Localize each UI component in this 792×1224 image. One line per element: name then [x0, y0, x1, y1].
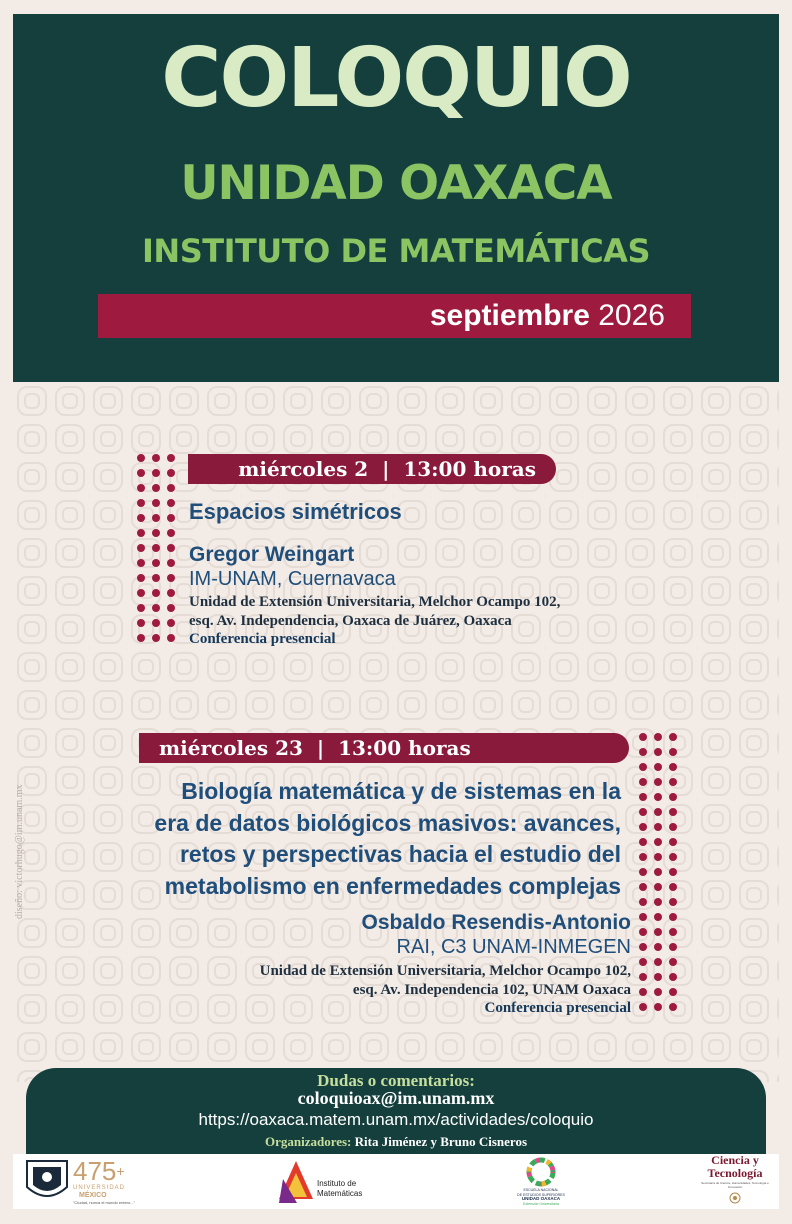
event-1-affiliation: IM-UNAM, Cuernavaca — [189, 568, 396, 590]
unam-word1: UNIVERSIDAD — [73, 1185, 126, 1191]
dot — [137, 634, 145, 642]
dot — [654, 943, 662, 951]
event-1-venue — [189, 593, 560, 631]
dot — [654, 883, 662, 891]
dot — [639, 733, 647, 741]
dot — [137, 454, 145, 462]
dot — [669, 898, 677, 906]
dot — [137, 514, 145, 522]
dot — [654, 928, 662, 936]
dot — [639, 763, 647, 771]
dot — [669, 763, 677, 771]
event-2-venue — [260, 962, 631, 1000]
dot — [167, 589, 175, 597]
dot — [639, 808, 647, 816]
dot — [152, 589, 160, 597]
month: septiembre — [429, 299, 590, 332]
im-line2: Matemáticas — [317, 1189, 363, 1198]
poster — [13, 14, 779, 1209]
header — [13, 14, 779, 382]
unam-motto: "Ciudad, nunca el mundo entero..." — [73, 1200, 135, 1205]
dot — [167, 454, 175, 462]
dot — [669, 793, 677, 801]
mexico-seal-icon — [729, 1192, 741, 1204]
dot — [137, 529, 145, 537]
dot — [152, 514, 160, 522]
poster-subtitle: UNIDAD OAXACA — [180, 156, 612, 211]
dot — [152, 499, 160, 507]
dot — [654, 748, 662, 756]
event-2-title-line: metabolismo en enfermedades complejas — [164, 872, 621, 899]
unam-shield-icon — [25, 1157, 69, 1205]
dot — [639, 853, 647, 861]
dot — [669, 823, 677, 831]
dot — [654, 898, 662, 906]
dot — [137, 559, 145, 567]
dot — [654, 838, 662, 846]
dot — [167, 484, 175, 492]
event-2-date: miércoles 23 — [159, 736, 303, 760]
im-triangle-icon — [277, 1159, 315, 1205]
dot — [669, 853, 677, 861]
event-2-mode: Conferencia presencial — [484, 1000, 631, 1016]
dot — [654, 1003, 662, 1011]
unam-anniversary: 475 — [73, 1156, 117, 1186]
ciencia-tecnologia-logo — [693, 1154, 777, 1208]
event-2-title-line: Biología matemática y de sistemas en la — [181, 778, 621, 804]
event-2-venue-line2: esq. Av. Independencia 102, UNAM Oaxaca — [352, 982, 631, 998]
dot — [639, 973, 647, 981]
dot — [167, 619, 175, 627]
dot — [152, 619, 160, 627]
event-1-speaker: Gregor Weingart — [189, 543, 355, 566]
dot — [669, 778, 677, 786]
event-1-title: Espacios simétricos — [189, 499, 402, 524]
year: 2026 — [598, 299, 665, 332]
dot — [654, 763, 662, 771]
event-2-title-line: retos y perspectivas hacia el estudio del — [179, 841, 621, 867]
dot — [639, 868, 647, 876]
dot — [137, 574, 145, 582]
date-banner — [98, 294, 691, 338]
dot — [669, 868, 677, 876]
event-1-time: 13:00 horas — [403, 457, 536, 481]
dot — [152, 544, 160, 552]
dot — [639, 748, 647, 756]
event-2-title — [113, 776, 621, 902]
logos-strip — [13, 1154, 779, 1209]
organizers-label: Organizadores: — [264, 1134, 352, 1149]
event-2-venue-line1: Unidad de Extensión Universitaria, Melchor Ocampo 102, — [259, 963, 631, 979]
dot — [167, 544, 175, 552]
dot — [152, 574, 160, 582]
dot — [669, 838, 677, 846]
event-2-time: 13:00 horas — [338, 736, 471, 760]
dot — [669, 883, 677, 891]
event-2-speaker: Osbaldo Resendis-Antonio — [361, 911, 631, 934]
dot — [639, 928, 647, 936]
dot — [669, 748, 677, 756]
event-2-date-pill: miércoles 23 | 13:00 horas — [139, 733, 629, 763]
dot — [639, 913, 647, 921]
organizers-names: Rita Jiménez y Bruno Cisneros — [354, 1134, 528, 1149]
event-1-date-pill: miércoles 2 | 13:00 horas — [188, 454, 556, 484]
dot — [137, 484, 145, 492]
dot — [654, 793, 662, 801]
ct-line2: Tecnología — [707, 1166, 763, 1180]
dot — [152, 529, 160, 537]
event-2-affiliation: RAI, C3 UNAM-INMEGEN — [396, 936, 631, 958]
dot — [152, 634, 160, 642]
organizers — [13, 1134, 779, 1150]
dot — [669, 913, 677, 921]
event-1-venue-line1: Unidad de Extensión Universitaria, Melchor Ocampo 102, — [189, 594, 561, 610]
dot — [639, 883, 647, 891]
dot — [654, 958, 662, 966]
dot — [669, 943, 677, 951]
dot — [137, 544, 145, 552]
dot — [639, 793, 647, 801]
design-credit: diseño: victorhugo@im.unam.mx — [14, 784, 25, 919]
dot — [639, 988, 647, 996]
dot — [137, 604, 145, 612]
event-1-venue-line2: esq. Av. Independencia, Oaxaca de Juárez, Oaxaca — [189, 613, 512, 629]
unam-plus: + — [116, 1163, 125, 1179]
unam-word2: MÉXICO — [79, 1192, 107, 1199]
institute-name: INSTITUTO DE MATEMÁTICAS — [142, 232, 650, 270]
dot — [639, 898, 647, 906]
ct-line1: Ciencia y — [711, 1153, 759, 1167]
event-1-date: miércoles 2 — [238, 457, 369, 481]
dot — [137, 589, 145, 597]
event-2-title-line: era de datos biológicos masivos: avances, — [154, 809, 621, 836]
dot — [167, 514, 175, 522]
ct-line3: Secretaría de Ciencia, Humanidades, Tecnología e Innovación — [701, 1181, 769, 1189]
dot — [167, 469, 175, 477]
dot — [152, 484, 160, 492]
poster-title: COLOQUIO — [161, 31, 631, 126]
contact-email[interactable]: coloquioax@im.unam.mx — [297, 1088, 495, 1108]
dot — [669, 973, 677, 981]
enes-ring-icon — [525, 1156, 557, 1188]
dot — [639, 958, 647, 966]
dot — [654, 988, 662, 996]
enes-line2: DE ESTUDIOS SUPERIORES — [517, 1192, 565, 1197]
dot — [669, 988, 677, 996]
dot — [137, 499, 145, 507]
dot — [137, 469, 145, 477]
event-1-mode: Conferencia presencial — [189, 631, 336, 647]
dot — [137, 619, 145, 627]
questions-label: Dudas o comentarios: — [317, 1071, 475, 1090]
enes-line1: ESCUELA NACIONAL — [523, 1188, 559, 1192]
dot — [167, 604, 175, 612]
dot — [639, 943, 647, 951]
dot — [167, 574, 175, 582]
dot — [167, 529, 175, 537]
dot — [654, 973, 662, 981]
dot — [654, 868, 662, 876]
dot — [654, 808, 662, 816]
dot — [167, 499, 175, 507]
dot — [654, 853, 662, 861]
dot — [639, 823, 647, 831]
dot — [669, 958, 677, 966]
dot — [167, 634, 175, 642]
dot — [167, 559, 175, 567]
im-line1: Instituto de — [317, 1179, 357, 1188]
dot — [639, 838, 647, 846]
dot — [639, 778, 647, 786]
enes-line3: UNIDAD OAXACA — [521, 1196, 561, 1201]
dot — [654, 913, 662, 921]
dot — [654, 823, 662, 831]
dot — [669, 808, 677, 816]
dot-decoration — [639, 733, 677, 1011]
dot — [152, 469, 160, 477]
dot — [669, 1003, 677, 1011]
colloquium-url[interactable]: https://oaxaca.matem.unam.mx/actividades/coloquio — [198, 1110, 594, 1129]
dot — [669, 733, 677, 741]
dot — [152, 604, 160, 612]
im-logo — [277, 1159, 387, 1207]
dot — [654, 778, 662, 786]
dot — [152, 559, 160, 567]
dot — [152, 454, 160, 462]
dot — [654, 733, 662, 741]
unam-logo — [25, 1157, 165, 1207]
dot — [669, 928, 677, 936]
dot — [639, 1003, 647, 1011]
enes-line4: Extensión Universitaria — [523, 1201, 559, 1206]
enes-logo — [501, 1156, 581, 1208]
dot-decoration — [137, 454, 175, 642]
